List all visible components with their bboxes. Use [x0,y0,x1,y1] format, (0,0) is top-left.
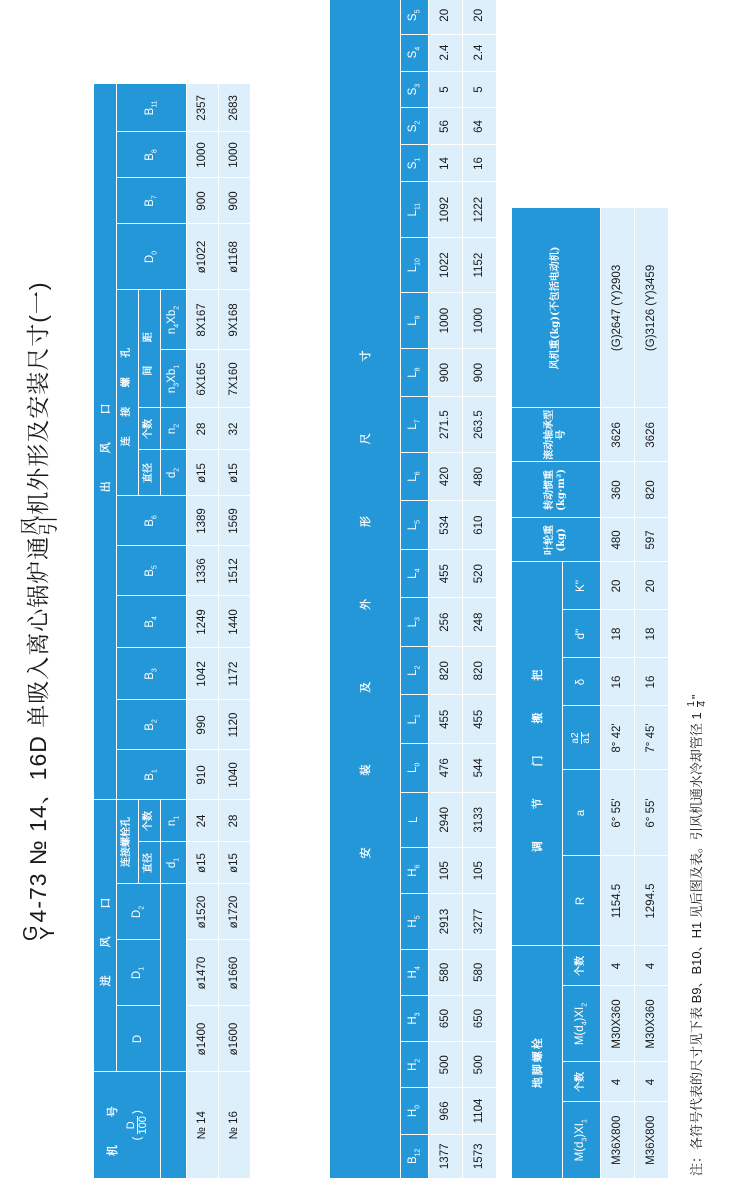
col-S3: $S_3$ [400,71,428,108]
table-cell: 20 [600,562,634,610]
table-cell: 1022 [428,237,462,292]
table-cell: 5 [428,71,462,108]
table-cell: 5 [462,71,496,108]
table-row [462,0,496,1178]
table-cell: 1000 [186,132,218,178]
table-cell: 1040 [218,750,250,800]
table-cell: 650 [462,995,496,1041]
outlet-diameter-header: 直径 [138,450,160,496]
table-cell: 1000 [218,132,250,178]
table-cell: M36X800 [600,1102,634,1178]
col-L: L [400,792,428,847]
table-cell: 2.4 [428,34,462,71]
table-cell: 20 [462,0,496,34]
col-B2: $B_2$ [116,700,186,750]
col-m-d3: $M(d_3)XI_1$ [562,1102,600,1178]
installation-group-header: 安 装 及 外 形 尺 寸 [330,0,400,1178]
table-cell: 534 [428,501,462,550]
col-fan-weight: 风机重(kg)(不包括电动机) [512,208,600,408]
table-cell: 1222 [462,182,496,237]
title-yin-stack [19,514,60,536]
table-cell: 1512 [218,546,250,596]
table-cell: 820 [634,462,668,518]
table-cell: 900 [186,178,218,224]
table-cell: 256 [428,598,462,647]
table-cell: 910 [186,750,218,800]
col-count1: 个数 [562,1062,600,1102]
col-a: a [562,770,600,856]
col-impeller-weight: 叶轮重(kg) [512,518,600,562]
table-cell: 8X167 [186,290,218,350]
title-model: 4-73 [25,872,51,923]
col-H5: $H_5$ [400,894,428,949]
table-cell: 20 [428,0,462,34]
table-cell: 24 [186,800,218,842]
title-main: 单吸入离心锅炉通 [25,535,51,728]
table-cell: 476 [428,744,462,793]
table-cell: 2913 [428,894,462,949]
table-row [218,84,250,1178]
col-d2: $d_2$ [160,450,186,496]
table-cell: 4 [600,946,634,986]
table-cell: 580 [462,949,496,995]
title-prefix-y: Y [36,925,59,940]
table-cell: 3277 [462,894,496,949]
col-B7: $B_7$ [116,178,186,224]
fraction-top: 1 [686,701,698,707]
table-cell: 16 [600,658,634,706]
table-cell: 1294.5 [634,856,668,946]
d100-bottom: 100 [137,1116,150,1135]
table-cell: 1172 [218,648,250,700]
table-cell: 14 [428,145,462,182]
table-cell: 4 [634,946,668,986]
installation-dimension-table [330,0,497,1178]
col-B3: $B_3$ [116,648,186,700]
table-cell: 20 [634,562,668,610]
table-cell: 900 [218,178,250,224]
table-cell: ø1660 [218,940,250,1006]
table-cell: 1104 [462,1088,496,1134]
col-B6: $B_6$ [116,496,186,546]
table-cell: 480 [600,518,634,562]
damper-group-header: 调 节 门 搬 把 [512,562,562,946]
table-cell: 650 [428,995,462,1041]
table-cell: 16 [634,658,668,706]
col-d1: $d_1$ [160,842,186,884]
table-cell: 500 [462,1042,496,1088]
col-L1: $L_1$ [400,695,428,744]
table-cell: 16 [462,145,496,182]
table-cell: M36X800 [634,1102,668,1178]
col-L10: $L_{10}$ [400,237,428,292]
outlet-group-header: 出 风 口 [94,84,116,800]
table-cell: 263.5 [462,397,496,452]
title-numbers: № 14、16D [25,735,51,865]
page-title [20,181,58,941]
table-cell: M30X360 [634,986,668,1062]
col-S2: $S_2$ [400,108,428,145]
inlet-outlet-body [186,84,250,1178]
table-cell: ø15 [218,450,250,496]
table-cell: 8° 42' [600,706,634,770]
col-delta: δ [562,658,600,706]
table-cell: 6X165 [186,350,218,408]
col-L4: $L_4$ [400,549,428,598]
col-L6: $L_6$ [400,452,428,501]
table-cell: 248 [462,598,496,647]
table-cell: 1249 [186,596,218,648]
fraction-bottom: 4 [697,701,709,707]
title-yin-bottom: 引 [37,514,60,536]
table-cell: 455 [428,549,462,598]
table-cell: 455 [462,695,496,744]
col-D2: $D_2$ [116,884,160,940]
col-n2: $n_2$ [160,408,186,450]
col-inertia: 转动惯重(kg·m²) [512,462,600,518]
col-B12: $B_{12}$ [400,1134,428,1178]
table-cell: 4 [600,1062,634,1102]
table-cell: 1154.5 [600,856,634,946]
outlet-count-header: 个数 [138,408,160,450]
footnote [686,694,708,1176]
col-D0: $D_0$ [116,224,186,290]
installation-header-row [400,0,428,1178]
table-cell: 480 [462,452,496,501]
table-cell: ø1470 [186,940,218,1006]
col-H2: $H_2$ [400,1042,428,1088]
table-cell: 420 [428,452,462,501]
table-cell: 105 [428,848,462,894]
table-cell: 2357 [186,84,218,132]
col-B1: $B_1$ [116,750,186,800]
col-n3xb1: $n_3Xb_1$ [160,350,186,408]
col-a-ratio [562,706,600,770]
table-cell: 1120 [218,700,250,750]
table-row [428,0,462,1178]
table-cell: 1000 [428,293,462,348]
table-cell: 7X160 [218,350,250,408]
table-cell: ø15 [186,450,218,496]
table-cell: 105 [462,848,496,894]
col-H0: $H_0$ [400,1088,428,1134]
blank-spacer [160,1072,186,1178]
table-row [600,208,634,1178]
blank-spacer [160,884,186,1072]
col-k-pp: K'' [562,562,600,610]
d100-top: D [125,1121,138,1130]
table-cell: 580 [428,949,462,995]
table-cell: 18 [634,610,668,658]
table-cell: 610 [462,501,496,550]
a-ratio-top: a2 [569,732,581,744]
table-cell: 597 [634,518,668,562]
table-cell: 360 [600,462,634,518]
table-cell: ø1600 [218,1006,250,1072]
foundation-body [600,208,668,1178]
table-cell: 1092 [428,182,462,237]
table-cell: 7° 45' [634,706,668,770]
title-gy-stack [19,924,59,941]
a-ratio-bottom: a1 [580,732,592,744]
table-cell: 1377 [428,1134,462,1178]
col-H6: $H_6$ [400,848,428,894]
col-n1: $n_1$ [160,800,186,842]
table-cell: M30X360 [600,986,634,1062]
table-cell: 6° 55' [634,770,668,856]
col-S4: $S_4$ [400,34,428,71]
table-cell: 1000 [462,293,496,348]
table-cell: 18 [600,610,634,658]
col-S5: $S_5$ [400,0,428,34]
col-d-pp: d'' [562,610,600,658]
col-L11: $L_{11}$ [400,182,428,237]
outlet-bolt-header: 连 接 螺 孔 [116,290,138,496]
table-cell: 1152 [462,237,496,292]
inlet-count-header: 个数 [138,800,160,842]
table-cell: ø1022 [186,224,218,290]
machine-no-cell: № 16 [218,1072,250,1178]
table-cell: 1440 [218,596,250,648]
machine-no-label: 机 号 [106,1094,120,1157]
col-B5: $B_5$ [116,546,186,596]
table-row [634,208,668,1178]
col-L2: $L_2$ [400,646,428,695]
title-suffix: 机外形及安装尺寸(一) [25,281,51,515]
table-cell: 6° 55' [600,770,634,856]
table-cell: ø1400 [186,1006,218,1072]
table-cell: 9X168 [218,290,250,350]
installation-body [428,0,496,1178]
table-cell: 455 [428,695,462,744]
col-count2: 个数 [562,946,600,986]
table-cell: 544 [462,744,496,793]
col-L0: $L_0$ [400,744,428,793]
col-n4xb2: $n_4Xb_2$ [160,290,186,350]
table-cell: (G)3126 (Y)3459 [634,208,668,408]
table-cell: 820 [428,646,462,695]
col-D: D [116,1006,160,1072]
table-cell: 1389 [186,496,218,546]
col-B4: $B_4$ [116,596,186,648]
inlet-bolt-header: 连接螺栓孔 [116,800,138,884]
foundation-group-header: 地脚螺栓 [512,946,562,1178]
footnote-text: 注：各符号代表的尺寸见下表 B9、B10、H1 见后图及表。引风机通水冷却管径 1 [689,712,704,1176]
table-cell: 28 [186,408,218,450]
table-cell: ø1168 [218,224,250,290]
col-L9: $L_9$ [400,293,428,348]
table-cell: ø1720 [218,884,250,940]
machine-no-header [94,1072,160,1178]
inlet-group-header: 进 风 口 [94,800,116,1072]
col-H4: $H_4$ [400,949,428,995]
table-cell: ø15 [218,842,250,884]
col-S1: $S_1$ [400,145,428,182]
table-cell: 1573 [462,1134,496,1178]
table-cell: 64 [462,108,496,145]
table-cell: 900 [462,348,496,397]
table-cell: 990 [186,700,218,750]
table-cell: 966 [428,1088,462,1134]
table-cell: (G)2647 (Y)2903 [600,208,634,408]
col-m-d4: $M(d_4)XI_2$ [562,986,600,1062]
table-cell: 3626 [634,408,668,462]
footnote-tail: " [689,694,704,700]
machine-no-cell: № 14 [186,1072,218,1178]
foundation-damper-table [512,207,669,1178]
table-cell: ø15 [186,842,218,884]
table-cell: 2.4 [462,34,496,71]
table-row [186,84,218,1178]
table-cell: 820 [462,646,496,695]
table-cell: 1042 [186,648,218,700]
inlet-diameter-header: 直径 [138,842,160,884]
d-over-100: (D 100) [125,1110,150,1141]
table-cell: 1336 [186,546,218,596]
title-prefix-g: G [19,924,42,941]
table-cell: 1569 [218,496,250,546]
table-cell: 56 [428,108,462,145]
table-cell: 900 [428,348,462,397]
table-cell: 3133 [462,792,496,847]
col-L3: $L_3$ [400,598,428,647]
inlet-outlet-table [94,83,251,1178]
table-cell: 271.5 [428,397,462,452]
col-L5: $L_5$ [400,501,428,550]
table-cell: 2683 [218,84,250,132]
title-yin-top: 风 [19,514,42,536]
col-B11: $B_{11}$ [116,84,186,132]
spacing-header: 间 距 [138,290,160,408]
footnote-fraction [687,701,708,707]
table-cell: ø1520 [186,884,218,940]
table-cell: 4 [634,1062,668,1102]
table-cell: 3626 [600,408,634,462]
table-cell: 2940 [428,792,462,847]
col-D1: $D_1$ [116,940,160,1006]
table-cell: 28 [218,800,250,842]
col-L7: $L_7$ [400,397,428,452]
col-B8: $B_8$ [116,132,186,178]
col-H3: $H_3$ [400,995,428,1041]
table-cell: 32 [218,408,250,450]
col-R: R [562,856,600,946]
table-cell: 520 [462,549,496,598]
col-bearing: 滚动轴承型号 [512,408,600,462]
table-cell: 500 [428,1042,462,1088]
col-L8: $L_8$ [400,348,428,397]
